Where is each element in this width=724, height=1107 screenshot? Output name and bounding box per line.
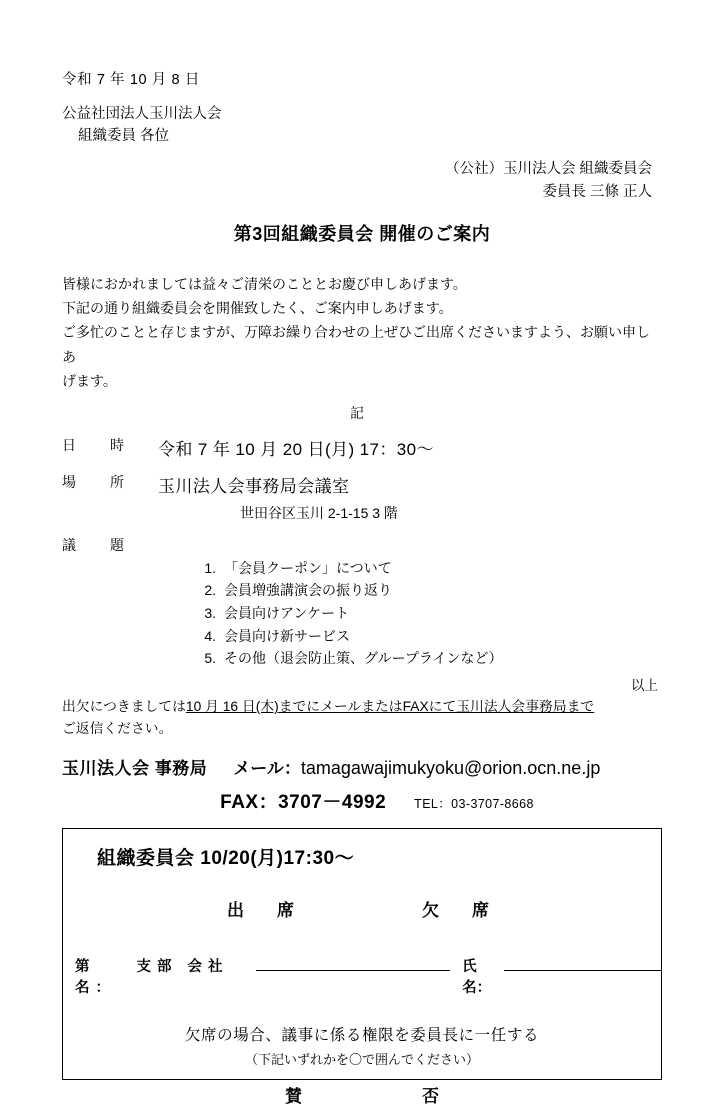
field-datetime-value: 令和 7 年 10 月 20 日(月) 17：30～ [158, 439, 434, 459]
agenda-number: 5. [204, 650, 216, 667]
agenda-number: 1. [204, 559, 216, 576]
person-name-input[interactable] [504, 956, 661, 971]
contact-line [62, 754, 662, 779]
agenda-text: 会員向けアンケート [224, 605, 350, 622]
ki-marker: 記 [350, 404, 364, 421]
spacer [302, 1082, 422, 1107]
contact-tel: TEL：03-3707-8668 [414, 797, 534, 812]
field-location-label: 場 所 [62, 473, 134, 490]
field-agenda-label: 議 題 [62, 536, 134, 553]
proxy-instruction: （下記いずれかを〇で囲んでください） [244, 1052, 479, 1068]
document-date: 令和 7 年 10 月 8 日 [62, 72, 200, 88]
rsvp-post: までにメールまたはFAXにて玉川法人会事務局まで [278, 699, 595, 715]
list-item [190, 579, 662, 602]
agenda-number: 3. [204, 605, 216, 622]
rsvp-instructions [62, 696, 662, 740]
page-title: 第3回組織委員会 開催のご案内 [233, 224, 491, 245]
sender-committee: （公社）玉川法人会 組織委員会 [444, 160, 652, 177]
agenda-text: 会員向け新サービス [224, 627, 350, 644]
disagree-option[interactable]: 否 [422, 1087, 439, 1107]
document-page [0, 68, 724, 1107]
absent-option[interactable]: 欠 席 [422, 901, 497, 921]
agenda-list [190, 557, 662, 670]
list-item [190, 602, 662, 625]
contact-mail-address[interactable]: tamagawajimukyoku@orion.ocn.ne.jp [300, 758, 601, 779]
contact-fax: FAX：3707－4992 [220, 792, 387, 814]
rsvp-deadline: 10 月 16 日(木) [185, 699, 279, 715]
greeting-block [62, 272, 662, 392]
closing-marker: 以上 [631, 678, 658, 694]
agenda-number: 4. [204, 627, 216, 644]
addressee-block [62, 103, 662, 148]
fax-line [62, 787, 662, 814]
proxy-note: 欠席の場合、議事に係る権限を委員長に一任する [184, 1027, 540, 1045]
sender-block [62, 158, 662, 204]
attendance-options [63, 896, 661, 921]
contact-mail-label: メール： [233, 759, 301, 779]
spacer [302, 896, 422, 921]
branch-company-label: 第 支部 会社名： [75, 959, 229, 997]
greeting-line-3: ご多忙のことと存じますが、万障お繰り合わせの上ぜひご出席くださいますよう、お願い申しあ [62, 324, 650, 365]
agree-option[interactable]: 賛 [285, 1087, 302, 1107]
field-datetime-label: 日 時 [62, 436, 134, 453]
rsvp-line-2: ご返信ください。 [62, 721, 173, 737]
list-item [190, 647, 662, 670]
agenda-text: 「会員クーポン」について [224, 559, 392, 576]
attend-option[interactable]: 出 席 [227, 901, 302, 921]
company-name-input[interactable] [256, 956, 450, 971]
proxy-options [63, 1082, 661, 1107]
reply-form-box [62, 828, 662, 1107]
name-label: 氏名： [462, 959, 492, 997]
field-location-address: 世田谷区玉川 2-1-15 3 階 [240, 504, 398, 521]
list-item [190, 625, 662, 648]
list-item [190, 557, 662, 580]
greeting-line-2: 下記の通り組織委員会を開催致したく、ご案内申しあげます。 [62, 300, 453, 317]
field-location-value: 玉川法人会事務局会議室 [158, 476, 350, 496]
addressee-recipient: 組織委員 各位 [78, 128, 170, 145]
greeting-line-4: げます。 [62, 372, 117, 389]
field-location [62, 472, 662, 497]
agenda-text: その他（退会防止策、グループラインなど） [224, 650, 503, 667]
form-title: 組織委員会 10/20(月)17:30～ [97, 848, 355, 870]
contact-office: 玉川法人会 事務局 [62, 759, 208, 779]
addressee-organization: 公益社団法人玉川法人会 [62, 106, 222, 122]
rsvp-pre: 出欠につきましては [62, 699, 186, 715]
company-name-row [75, 955, 661, 997]
field-agenda [62, 535, 662, 555]
agenda-number: 2. [204, 582, 216, 599]
agenda-text: 会員増強講演会の振り返り [224, 582, 392, 599]
greeting-line-1: 皆様におかれましては益々ご清栄のこととお慶び申しあげます。 [62, 276, 467, 293]
field-datetime [62, 435, 662, 460]
sender-chairman: 委員長 三條 正人 [542, 184, 652, 201]
